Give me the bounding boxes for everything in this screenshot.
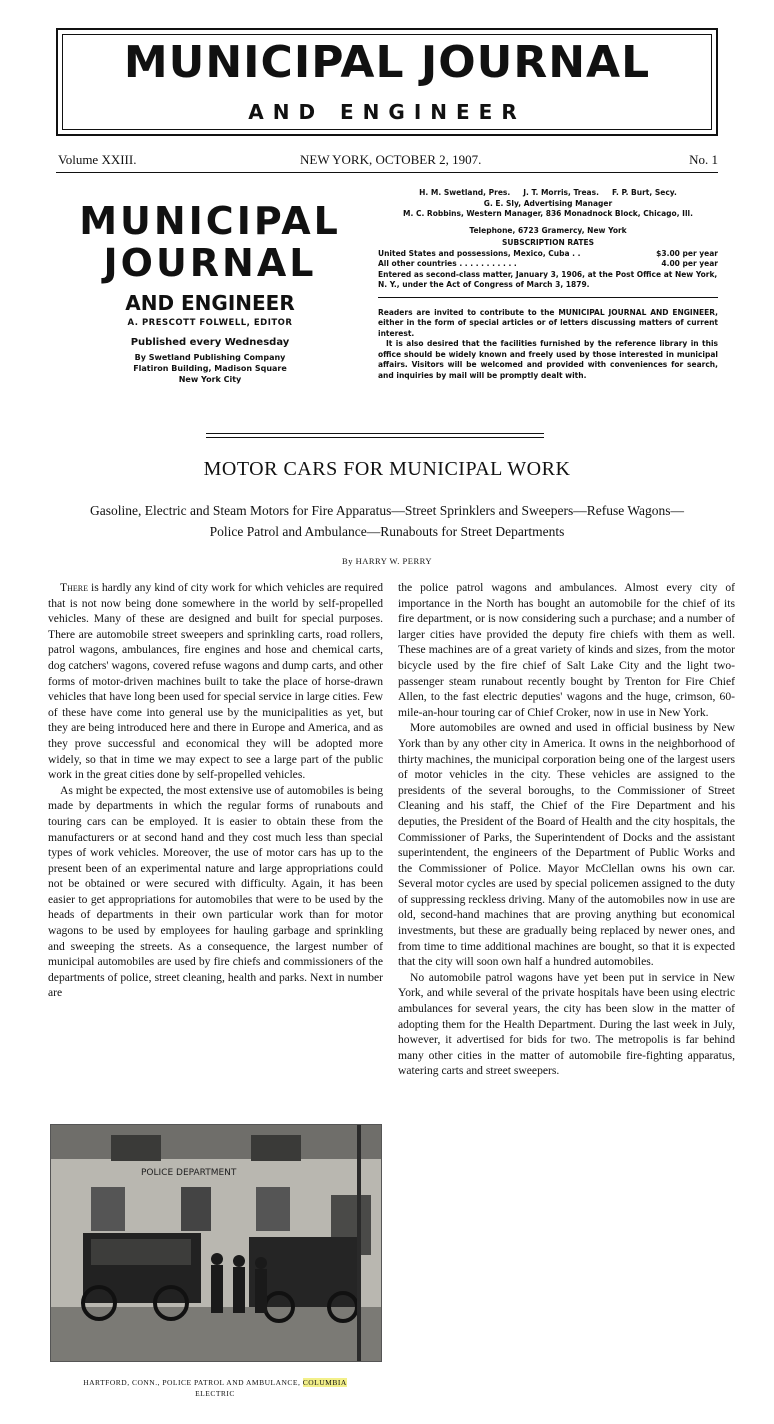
caption-highlight: COLUMBIA	[302, 1378, 347, 1387]
separator-bottom	[206, 437, 544, 438]
caption-text: HARTFORD, CONN., POLICE PATROL AND AMBULANCE,	[83, 1378, 303, 1387]
city: New York City	[178, 375, 242, 384]
issue-line	[58, 152, 718, 172]
rate2-value: 4.00 per year	[661, 259, 718, 268]
staff-info	[378, 188, 718, 381]
staff-line3: M. C. Robbins, Western Manager, 836 Monadnock Block, Chicago, Ill.	[403, 209, 693, 218]
rate-row-2	[378, 259, 718, 270]
rate1-label: United States and possessions, Mexico, Cuba . .	[378, 248, 581, 258]
masthead-subtitle: AND ENGINEER	[248, 100, 526, 124]
separator-top	[206, 433, 544, 434]
lead-word: There	[60, 581, 88, 594]
subscription-heading: SUBSCRIPTION RATES	[502, 238, 594, 247]
staff-line2: G. E. Sly, Advertising Manager	[483, 198, 613, 208]
caption-text-2: ELECTRIC	[195, 1389, 235, 1398]
article-column-1	[48, 580, 383, 1001]
volume: Volume XXIII.	[58, 152, 137, 167]
journal-logo	[60, 200, 360, 318]
photo-sign: POLICE DEPARTMENT	[141, 1168, 237, 1178]
photo-illustration	[51, 1125, 381, 1361]
contrib-notice: Readers are invited to contribute to the MUNICIPAL JOURNAL AND ENGINEER, either in the form of special articles or of letters discussing matters of current interest.	[378, 307, 718, 338]
paragraph-5: No automobile patrol wagons have yet been put in service in New York, and while several of the private hospitals have been using electric ambulances for several years, the city has been slow in the matter of adopting them for the Health Department. During the last week in July, however, it advertised for bids for two. The metropolis is far behind many other cities in the matter of automobile fire-fighting apparatus, watering carts and street sweepers.	[398, 970, 735, 1078]
byline: By HARRY W. PERRY	[342, 556, 432, 566]
publisher-info	[70, 318, 350, 385]
paragraph-1	[48, 580, 383, 783]
logo-line3: AND ENGINEER	[125, 291, 295, 315]
logo-line1: MUNICIPAL	[79, 199, 341, 243]
rate1-value: $3.00 per year	[656, 248, 718, 258]
photo-caption	[50, 1377, 380, 1399]
subhead-line1: Gasoline, Electric and Steam Motors for Fire Apparatus—Street Sprinklers and Sweepers—Refuse Wagons—	[89, 503, 685, 518]
rate2-label: All other countries . . . . . . . . . . .	[378, 259, 517, 268]
paragraph-2: As might be expected, the most extensive use of automobiles is being made by departments in which the regular forms of runabouts and touring cars can be employed. It is easier to obtain these from the manufacturers or at second hand and they cost much less than special types of work vehicles. Moreover, the use of motor cars has up to the present been of an experimental nature and large appropriations could not be obtained or were secured with difficulty. Again, it has been easier to get appropriations for automobiles that were to be used by the heads of departments in their own particular work than for motor wagons to be used by employees for hauling garbage and sprinkling and sweeping the streets. As a consequence, the largest number of municipal automobiles are used by fire chiefs and commissioners of the departments of police, street cleaning, health and parks. Next in number are	[48, 783, 383, 1000]
police-wagon-photo	[50, 1124, 382, 1362]
article-headline: MOTOR CARS FOR MUNICIPAL WORK	[203, 458, 571, 480]
company: By Swetland Publishing Company	[134, 353, 286, 362]
paragraph-3: the police patrol wagons and ambulances. Almost every city of importance in the North has bought an automobile for the chief of its fire department, or is now considering such a purchase; and a number of larger cities have provided the deputy fire chiefs with them as well. These machines are of a great variety of kinds and sizes, from the motor bicycle used by the fire chief of Salt Lake City and the light two-passenger steam runabout recently bought by Trenton for Fire Chief Allen, to the fast electric deputies' wagons and the huge, crimson, 60-mile-an-hour touring car of Chief Croker, now in use in New York.	[398, 581, 735, 719]
paragraph-4: More automobiles are owned and used in official business by New York than by any other city in America. It owns in the neighborhood of thirty machines, the municipal corporation being one of the largest users of motor vehicles in the city. These vehicles are assigned to the presidents of the several boroughs, to the Commissioner of Street Cleaning and his staff, the Chief of the Fire Department and his deputies, the President of the Board of Health and the city hospitals, the Commissioner of Parks, the Superintendent of Docks and the assistant superintendent, the engineers of the Department of Public Works and the Commissioner of Police. Mayor McClellan owns his own car. Several motor cycles are used by special policemen assigned to the duty of suppressing reckless driving. Many of the automobiles now in use are old, second-hand machines that are proving anything but economical investments, but these are gradually being replaced by newer ones, and from time to time additional machines are bought, so that it is expected that the city will soon own half a hundred automobiles.	[398, 721, 735, 969]
frequency: Published every Wednesday	[130, 337, 290, 348]
staff-line1: H. M. Swetland, Pres. J. T. Morris, Treas. F. P. Burt, Secy.	[419, 188, 677, 197]
rule	[378, 297, 718, 298]
rate-row-1	[378, 249, 718, 260]
masthead-title: MUNICIPAL JOURNAL	[123, 37, 651, 88]
paragraph-1-text: is hardly any kind of city work for which vehicles are required that is not now being done somewhere in the world by self-propelled vehicles. Many of these are designed and built for special purposes. There are automobile street sweepers and sprinkling carts, road rollers, patrol wagons, ambulances, fire engines and hose and chemical carts, dog catchers' wagons, covered refuse wagons and dump carts, and other forms of motor-driven machines built to take the place of horse-drawn vehicles that have long been used for special service in large cities. Few of these have come into general use by the municipalities as yet, but they are being introduced here and there in Europe and America, and as they prove successful and economical they will be adopted more widely, so that in time we may expect to see a large part of the public work in the great cities done by self-propelled vehicles.	[48, 581, 383, 782]
library-notice: It is also desired that the facilities furnished by the reference library in this office should be widely known and freely used by those interested in municipal affairs. Visitors will be welcomed and provided with conveniences for search, and inquiries by mail will be promptly dealt with.	[378, 339, 718, 380]
subhead-line2: Police Patrol and Ambulance—Runabouts for Street Departments	[209, 524, 565, 539]
issue-number: No. 1	[689, 152, 718, 167]
editor: A. PRESCOTT FOLWELL, EDITOR	[127, 318, 293, 328]
logo-line2: JOURNAL	[103, 241, 317, 285]
address: Flatiron Building, Madison Square	[133, 364, 287, 373]
telephone: Telephone, 6723 Gramercy, New York	[469, 225, 627, 235]
divider	[56, 172, 718, 173]
entry-notice: Entered as second-class matter, January 3, 1906, at the Post Office at New York, N. Y., under the Act of Congress of March 3, 1879.	[378, 269, 718, 289]
masthead	[56, 28, 718, 136]
article-column-2	[398, 580, 735, 1079]
place-date: NEW YORK, OCTOBER 2, 1907.	[300, 152, 482, 167]
article-subhead	[30, 500, 744, 542]
